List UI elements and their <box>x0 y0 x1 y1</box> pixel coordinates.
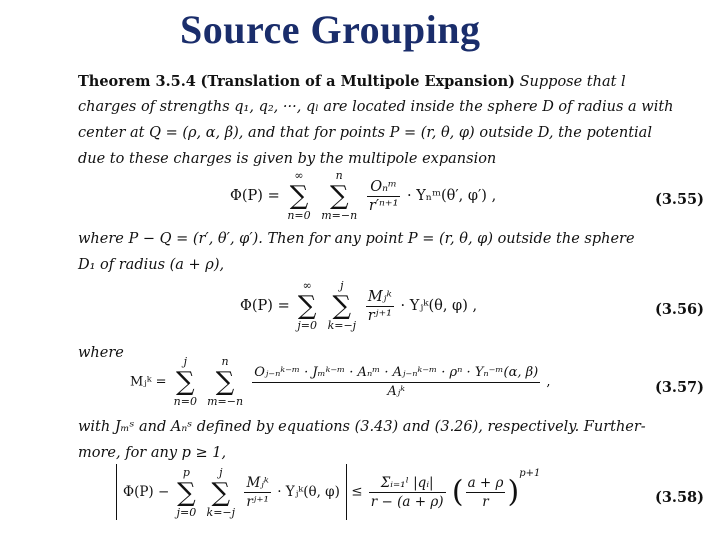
sum-symbol: j ∑ n=0 <box>173 355 197 408</box>
sum-symbol: j ∑ k=−j <box>206 465 236 519</box>
denominator: r <box>482 493 489 510</box>
sum-upper: n <box>335 169 343 182</box>
sum-lower: j=0 <box>297 319 317 332</box>
absolute-value <box>116 464 347 520</box>
fraction <box>466 474 506 511</box>
body-text-line: D₁ of radius (a + ρ), <box>78 257 225 273</box>
theorem-line-1 <box>78 68 626 96</box>
equation-3-58: Φ(P) − p ∑ j=0 j ∑ k=−j $\frac{\text{Mⱼᵏ}}{\text{rʲ⁺¹}}$ · Yⱼᵏ(θ, φ) ≤ $\frac{\text{Σᵢ₌₁ˡ |qᵢ|}}{r - (a + \rho)}$ ( $\frac{a + \rho}{r}$ )$^{p+1}$ <box>116 464 540 520</box>
body-text-line: more, for any p ≥ 1, <box>78 445 227 461</box>
theorem-text-line: due to these charges is given by the multipole expansion <box>78 151 497 167</box>
fraction <box>366 288 394 325</box>
sum-lower: k=−j <box>206 505 236 519</box>
theorem-text-line: Suppose that l <box>519 74 626 90</box>
theorem-head: Theorem 3.5.4 <box>78 73 196 90</box>
eq-lhs: Mⱼᵏ = <box>130 374 167 390</box>
sum-upper: ∞ <box>302 279 312 292</box>
fraction <box>367 178 401 215</box>
sum-upper: j <box>340 279 344 292</box>
sum-lower: j=0 <box>176 505 197 519</box>
sum-symbol: n ∑ m=−n <box>321 169 358 222</box>
numerator: Oₙᵐ <box>367 178 401 197</box>
sum-lower: n=0 <box>173 395 197 408</box>
sum-lower: n=0 <box>287 209 311 222</box>
equation-number: (3.56) <box>654 301 704 318</box>
fraction <box>244 474 271 511</box>
sum-upper: p <box>182 465 190 479</box>
sum-symbol: ∞ ∑ j=0 <box>297 279 317 332</box>
equation-3-57 <box>130 356 551 408</box>
fraction <box>369 474 446 511</box>
eq-rest: , <box>546 374 551 390</box>
theorem-text-line: center at Q = (ρ, α, β), and that for points P = (r, θ, φ) outside D, the potential <box>78 125 652 141</box>
numerator: a + ρ <box>467 474 504 491</box>
sum-lower: k=−j <box>327 319 357 332</box>
theorem-text-line: charges of strengths q₁, q₂, ···, qₗ are located inside the sphere D of radius a with <box>78 99 674 115</box>
denominator: r − (a + ρ) <box>370 493 444 510</box>
eq-rest: · Yₙᵐ(θ′, φ′) , <box>407 188 497 204</box>
sum-upper: j <box>219 465 223 479</box>
sum-upper: n <box>221 355 229 368</box>
sum-upper: ∞ <box>294 169 304 182</box>
where-label: where <box>78 345 124 361</box>
less-equal-sign: ≤ <box>351 483 363 500</box>
theorem-scan <box>70 58 718 540</box>
sum-upper: j <box>183 355 188 368</box>
fraction <box>252 364 540 401</box>
equation-number: (3.55) <box>654 191 704 208</box>
denominator: Aⱼᵏ <box>387 383 405 399</box>
sum-symbol: p ∑ j=0 <box>176 465 197 519</box>
body-text-line: where P − Q = (r′, θ′, φ′). Then for any point P = (r, θ, φ) outside the sphere <box>78 231 635 247</box>
numerator: Oⱼ₋ₙᵏ⁻ᵐ · Jₘᵏ⁻ᵐ · Aₙᵐ · Aⱼ₋ₙᵏ⁻ᵐ · ρⁿ · Yₙ⁻ᵐ(α, β) <box>252 364 540 383</box>
sum-lower: m=−n <box>207 395 244 408</box>
denominator: rʲ⁺¹ <box>367 307 392 324</box>
sum-symbol: n ∑ m=−n <box>207 355 244 408</box>
eq-lhs: Φ(P) − <box>123 484 170 500</box>
denominator: r′ⁿ⁺¹ <box>368 197 399 214</box>
numerator: Mⱼᵏ <box>366 288 394 307</box>
page-title: Source Grouping <box>180 7 481 52</box>
exponent: p+1 <box>519 468 541 479</box>
sum-symbol: ∞ ∑ n=0 <box>287 169 311 222</box>
eq-rest: · Yⱼᵏ(θ, φ) <box>277 484 340 500</box>
equation-number: (3.57) <box>654 379 704 396</box>
denominator: rʲ⁺¹ <box>246 494 269 510</box>
eq-lhs: Φ(P) = <box>230 188 280 204</box>
numerator: Mⱼᵏ <box>244 474 271 493</box>
eq-lhs: Φ(P) = <box>240 298 290 314</box>
sum-lower: m=−n <box>321 209 358 222</box>
body-text-line: with Jₘˢ and Aₙˢ defined by equations (3.43) and (3.26), respectively. Further- <box>78 419 646 435</box>
equation-number: (3.58) <box>654 489 704 506</box>
eq-rest: · Yⱼᵏ(θ, φ) , <box>400 298 478 314</box>
sum-symbol: j ∑ k=−j <box>327 279 357 332</box>
equation-3-56 <box>240 280 477 332</box>
numerator: Σᵢ₌₁ˡ |qᵢ| <box>369 474 446 493</box>
theorem-head-paren: (Translation of a Multipole Expansion) <box>200 73 515 90</box>
equation-3-55 <box>230 170 496 222</box>
